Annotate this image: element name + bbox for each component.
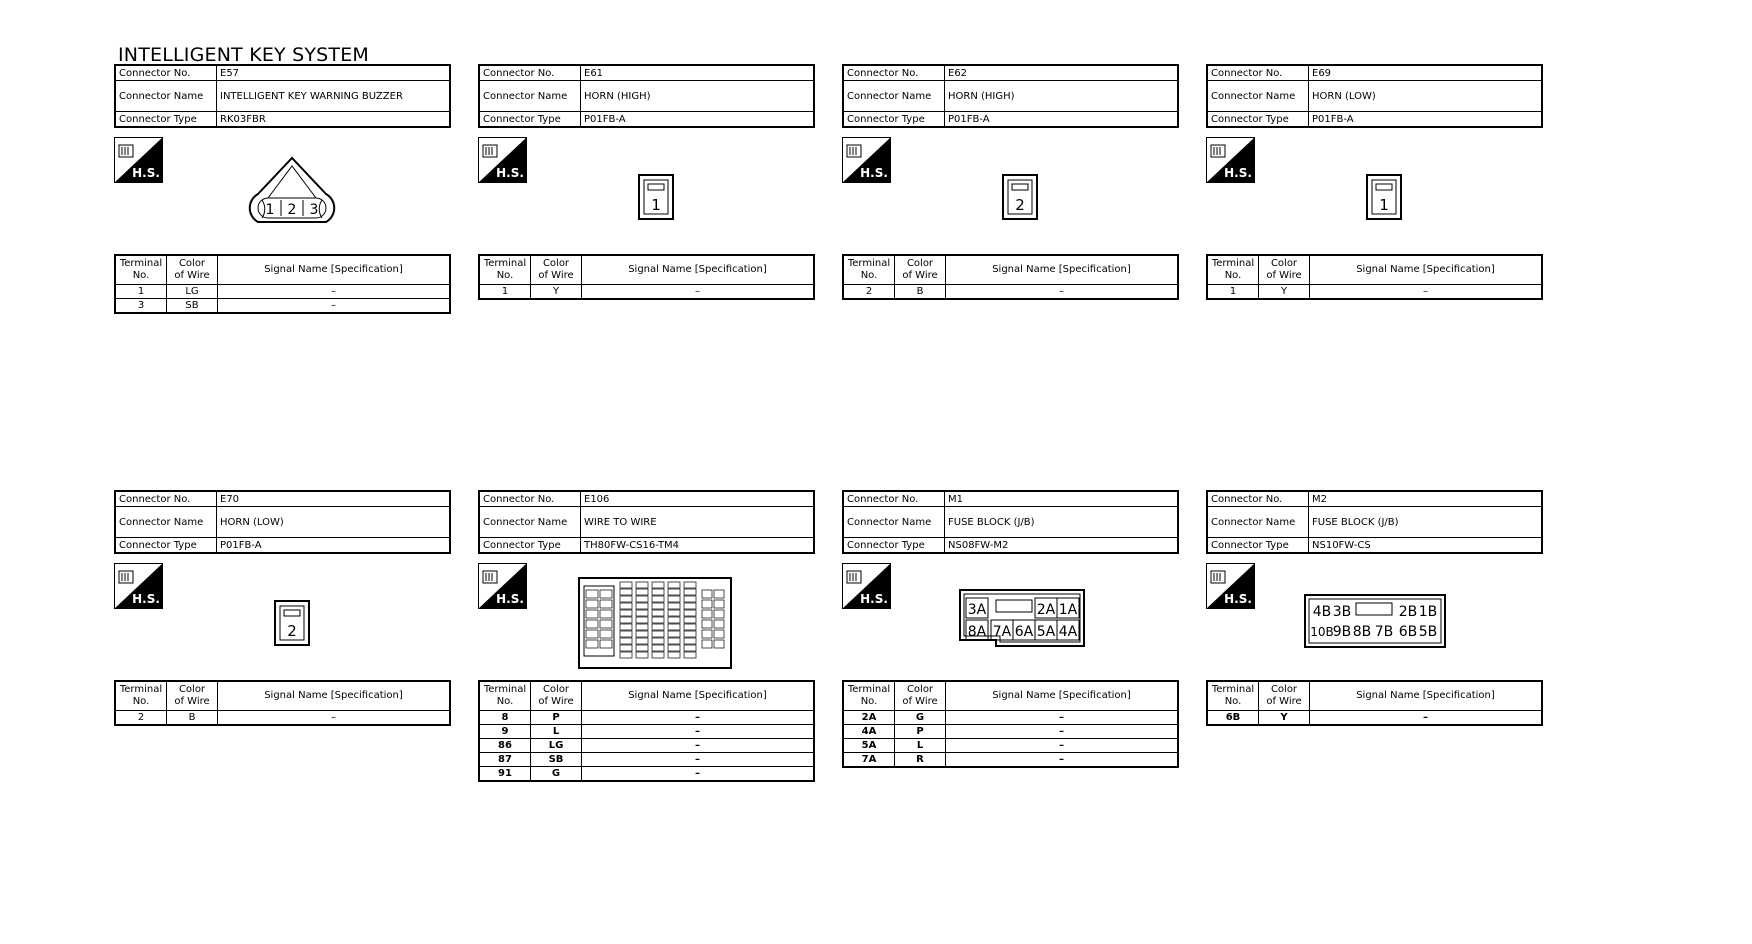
header-line: No. (860, 696, 878, 707)
header-value: FUSE BLOCK (J/B) (945, 507, 1179, 538)
header-label: Connector Type (843, 112, 945, 128)
header-label: Connector No. (843, 491, 945, 507)
wire-color-header (895, 681, 946, 711)
header-line: Color (906, 684, 934, 695)
header-value: M2 (1309, 491, 1543, 507)
header-label: Connector Name (115, 81, 217, 112)
terminal-no: 2A (843, 711, 895, 725)
signal-name-header: Signal Name [Specification] (582, 255, 815, 285)
header-label: Connector Name (115, 507, 217, 538)
header-line: of Wire (538, 696, 574, 707)
connector-panel-e70 (114, 490, 451, 723)
header-value: M1 (945, 491, 1179, 507)
wire-color-header (531, 255, 582, 285)
header-label: Connector Type (479, 538, 581, 554)
header-value: P01FB-A (945, 112, 1179, 128)
table-row (479, 767, 814, 782)
terminal-no: 2 (843, 285, 895, 300)
signal-name: – (1310, 711, 1543, 726)
terminal-no: 86 (479, 739, 531, 753)
terminal-table (842, 680, 1179, 768)
terminal-no: 7A (843, 753, 895, 768)
connector-face-diagram (578, 574, 734, 674)
header-line: Terminal (1211, 684, 1255, 695)
terminal-no-header (479, 255, 531, 285)
table-row (843, 725, 1178, 739)
terminal-no-header (843, 255, 895, 285)
header-line: No. (1224, 696, 1242, 707)
hs-label: H.S. (496, 592, 524, 606)
table-row (479, 711, 814, 725)
signal-name: – (1310, 285, 1543, 300)
header-line: of Wire (174, 270, 210, 281)
header-line: of Wire (902, 270, 938, 281)
header-line: Color (178, 258, 206, 269)
pin-label: 9B (1332, 624, 1352, 640)
pin-label: 2B (1398, 604, 1418, 620)
wire-color-header (531, 681, 582, 711)
terminal-table (1206, 680, 1543, 726)
header-line: of Wire (538, 270, 574, 281)
pin-label: 6A (1014, 624, 1034, 640)
hs-label: H.S. (860, 592, 888, 606)
header-line: Color (1270, 684, 1298, 695)
header-label: Connector Name (1207, 81, 1309, 112)
harness-side-icon (478, 137, 527, 183)
header-value: FUSE BLOCK (J/B) (1309, 507, 1543, 538)
wire-color: B (895, 285, 946, 300)
header-label: Connector No. (1207, 65, 1309, 81)
pin-label: 6B (1398, 624, 1418, 640)
header-line: No. (496, 270, 514, 281)
terminal-no: 4A (843, 725, 895, 739)
header-line: Terminal (119, 684, 163, 695)
header-line: Terminal (1211, 258, 1255, 269)
terminal-no-header (843, 681, 895, 711)
header-line: Terminal (847, 684, 891, 695)
pin-label: 2A (1036, 602, 1056, 618)
table-row (843, 285, 1178, 300)
header-line: Color (178, 684, 206, 695)
signal-name: – (218, 285, 451, 299)
header-value: E70 (217, 491, 451, 507)
header-label: Connector No. (479, 65, 581, 81)
wire-color: P (895, 725, 946, 739)
header-line: Color (1270, 258, 1298, 269)
signal-name: – (946, 753, 1179, 768)
pin-label: 8A (967, 624, 987, 640)
header-label: Connector Name (1207, 507, 1309, 538)
wire-color: LG (167, 285, 218, 299)
header-line: No. (496, 696, 514, 707)
connector-panel-e69 (1206, 64, 1543, 297)
table-row (479, 285, 814, 300)
header-line: No. (860, 270, 878, 281)
terminal-no-header (479, 681, 531, 711)
connector-face-diagram (274, 600, 310, 646)
table-row (115, 285, 450, 299)
wire-color: SB (531, 753, 582, 767)
terminal-no-header (1207, 255, 1259, 285)
header-label: Connector Type (115, 538, 217, 554)
terminal-no: 1 (115, 285, 167, 299)
table-row (115, 299, 450, 314)
header-line: Color (542, 258, 570, 269)
harness-side-icon (842, 563, 891, 609)
header-label: Connector Name (843, 507, 945, 538)
wire-color: SB (167, 299, 218, 314)
header-label: Connector Type (843, 538, 945, 554)
signal-name: – (582, 285, 815, 300)
terminal-table (478, 680, 815, 782)
terminal-table (114, 680, 451, 726)
table-row (115, 711, 450, 726)
connector-face-diagram (958, 588, 1088, 650)
signal-name: – (946, 739, 1179, 753)
pin-label: 2 (287, 202, 297, 218)
hs-label: H.S. (1224, 592, 1252, 606)
connector-panel-e106 (478, 490, 815, 779)
table-row (843, 739, 1178, 753)
hs-label: H.S. (132, 166, 160, 180)
signal-name: – (582, 739, 815, 753)
connector-panel-m1 (842, 490, 1179, 765)
header-value: HORN (LOW) (217, 507, 451, 538)
connector-header-table (842, 64, 1179, 128)
pin-label: 8B (1352, 624, 1372, 640)
pin-label: 1B (1418, 604, 1438, 620)
header-value: NS08FW-M2 (945, 538, 1179, 554)
hs-label: H.S. (1224, 166, 1252, 180)
signal-name: – (946, 725, 1179, 739)
hs-label: H.S. (132, 592, 160, 606)
wire-color: LG (531, 739, 582, 753)
pin-label: 4A (1058, 624, 1078, 640)
terminal-no: 1 (479, 285, 531, 300)
connector-panel-e61 (478, 64, 815, 297)
header-line: Color (542, 684, 570, 695)
terminal-no: 8 (479, 711, 531, 725)
connector-header-table (478, 64, 815, 128)
header-value: P01FB-A (217, 538, 451, 554)
connector-face-diagram (1304, 594, 1448, 650)
connector-header-table (1206, 490, 1543, 554)
pin-label: 3 (309, 202, 319, 218)
header-label: Connector Type (1207, 538, 1309, 554)
terminal-no: 91 (479, 767, 531, 782)
table-row (479, 739, 814, 753)
header-value: NS10FW-CS (1309, 538, 1543, 554)
connector-face-diagram (638, 174, 674, 220)
wire-color: Y (1259, 711, 1310, 726)
wire-color: L (531, 725, 582, 739)
header-line: of Wire (1266, 270, 1302, 281)
terminal-no-header (115, 255, 167, 285)
connector-face-diagram (1002, 174, 1038, 220)
header-line: No. (132, 270, 150, 281)
header-line: Terminal (119, 258, 163, 269)
header-line: No. (1224, 270, 1242, 281)
pin-label: 5A (1036, 624, 1056, 640)
connector-panel-e62 (842, 64, 1179, 297)
header-label: Connector No. (1207, 491, 1309, 507)
header-line: of Wire (902, 696, 938, 707)
signal-name: – (946, 711, 1179, 725)
header-value: E62 (945, 65, 1179, 81)
terminal-no: 87 (479, 753, 531, 767)
wire-color: R (895, 753, 946, 768)
signal-name-header: Signal Name [Specification] (946, 255, 1179, 285)
header-label: Connector Name (479, 507, 581, 538)
header-value: RK03FBR (217, 112, 451, 128)
header-value: P01FB-A (581, 112, 815, 128)
connector-panel-e57 (114, 64, 451, 311)
wire-color-header (1259, 681, 1310, 711)
header-value: E69 (1309, 65, 1543, 81)
harness-side-icon (114, 137, 163, 183)
wire-color: P (531, 711, 582, 725)
hs-label: H.S. (860, 166, 888, 180)
terminal-no: 9 (479, 725, 531, 739)
header-value: TH80FW-CS16-TM4 (581, 538, 815, 554)
terminal-table (114, 254, 451, 314)
signal-name: – (582, 753, 815, 767)
pin-label: 2 (287, 622, 297, 640)
signal-name: – (582, 725, 815, 739)
hs-label: H.S. (496, 166, 524, 180)
wire-color: B (167, 711, 218, 726)
pin-label: 4B (1312, 604, 1332, 620)
signal-name: – (582, 711, 815, 725)
header-value: P01FB-A (1309, 112, 1543, 128)
signal-name-header: Signal Name [Specification] (582, 681, 815, 711)
signal-name: – (946, 285, 1179, 300)
wire-color: Y (531, 285, 582, 300)
signal-name-header: Signal Name [Specification] (218, 681, 451, 711)
header-line: Terminal (483, 258, 527, 269)
header-line: of Wire (174, 696, 210, 707)
connector-header-table (842, 490, 1179, 554)
header-value: E106 (581, 491, 815, 507)
header-line: of Wire (1266, 696, 1302, 707)
table-row (843, 753, 1178, 768)
connector-header-table (114, 64, 451, 128)
connector-header-table (114, 490, 451, 554)
signal-name: – (218, 711, 451, 726)
connector-panel-m2 (1206, 490, 1543, 723)
wire-color: L (895, 739, 946, 753)
terminal-table (842, 254, 1179, 300)
header-line: No. (132, 696, 150, 707)
terminal-table (1206, 254, 1543, 300)
terminal-no-header (1207, 681, 1259, 711)
harness-side-icon (1206, 563, 1255, 609)
table-row (479, 753, 814, 767)
header-label: Connector Type (1207, 112, 1309, 128)
wire-color-header (167, 255, 218, 285)
header-value: INTELLIGENT KEY WARNING BUZZER (217, 81, 451, 112)
wire-color-header (167, 681, 218, 711)
terminal-no-header (115, 681, 167, 711)
pin-label: 5B (1418, 624, 1438, 640)
connector-header-table (1206, 64, 1543, 128)
terminal-no: 6B (1207, 711, 1259, 726)
header-label: Connector Type (115, 112, 217, 128)
header-value: HORN (HIGH) (581, 81, 815, 112)
terminal-no: 3 (115, 299, 167, 314)
table-row (479, 725, 814, 739)
pin-label: 3B (1332, 604, 1352, 620)
connector-face-diagram (1366, 174, 1402, 220)
pin-label: 7B (1374, 624, 1394, 640)
connector-header-table (478, 490, 815, 554)
signal-name-header: Signal Name [Specification] (1310, 255, 1543, 285)
signal-name-header: Signal Name [Specification] (946, 681, 1179, 711)
harness-side-icon (1206, 137, 1255, 183)
header-line: Terminal (847, 258, 891, 269)
header-label: Connector No. (843, 65, 945, 81)
signal-name: – (218, 299, 451, 314)
signal-name-header: Signal Name [Specification] (1310, 681, 1543, 711)
pin-label: 1 (651, 196, 661, 214)
header-value: HORN (LOW) (1309, 81, 1543, 112)
header-label: Connector Name (843, 81, 945, 112)
pin-label: 1 (1379, 196, 1389, 214)
header-line: Color (906, 258, 934, 269)
pin-label: 3A (967, 602, 987, 618)
signal-name: – (582, 767, 815, 782)
header-label: Connector Type (479, 112, 581, 128)
harness-side-icon (842, 137, 891, 183)
header-label: Connector No. (115, 65, 217, 81)
wire-color: G (531, 767, 582, 782)
connector-face-diagram (246, 156, 340, 226)
terminal-table (478, 254, 815, 300)
table-row (1207, 711, 1542, 726)
table-row (1207, 285, 1542, 300)
terminal-no: 2 (115, 711, 167, 726)
terminal-no: 1 (1207, 285, 1259, 300)
pin-label: 1 (265, 202, 275, 218)
pin-label: 2 (1015, 196, 1025, 214)
header-value: E61 (581, 65, 815, 81)
signal-name-header: Signal Name [Specification] (218, 255, 451, 285)
pin-label: 1A (1058, 602, 1078, 618)
header-value: WIRE TO WIRE (581, 507, 815, 538)
header-line: Terminal (483, 684, 527, 695)
header-value: E57 (217, 65, 451, 81)
terminal-no: 5A (843, 739, 895, 753)
header-value: HORN (HIGH) (945, 81, 1179, 112)
pin-label: 10B (1310, 625, 1334, 639)
pin-label: 7A (992, 624, 1012, 640)
header-label: Connector No. (479, 491, 581, 507)
header-label: Connector Name (479, 81, 581, 112)
harness-side-icon (114, 563, 163, 609)
header-label: Connector No. (115, 491, 217, 507)
page-title: INTELLIGENT KEY SYSTEM (118, 44, 370, 66)
wire-color: Y (1259, 285, 1310, 300)
wire-color-header (895, 255, 946, 285)
table-row (843, 711, 1178, 725)
wire-color-header (1259, 255, 1310, 285)
harness-side-icon (478, 563, 527, 609)
wire-color: G (895, 711, 946, 725)
